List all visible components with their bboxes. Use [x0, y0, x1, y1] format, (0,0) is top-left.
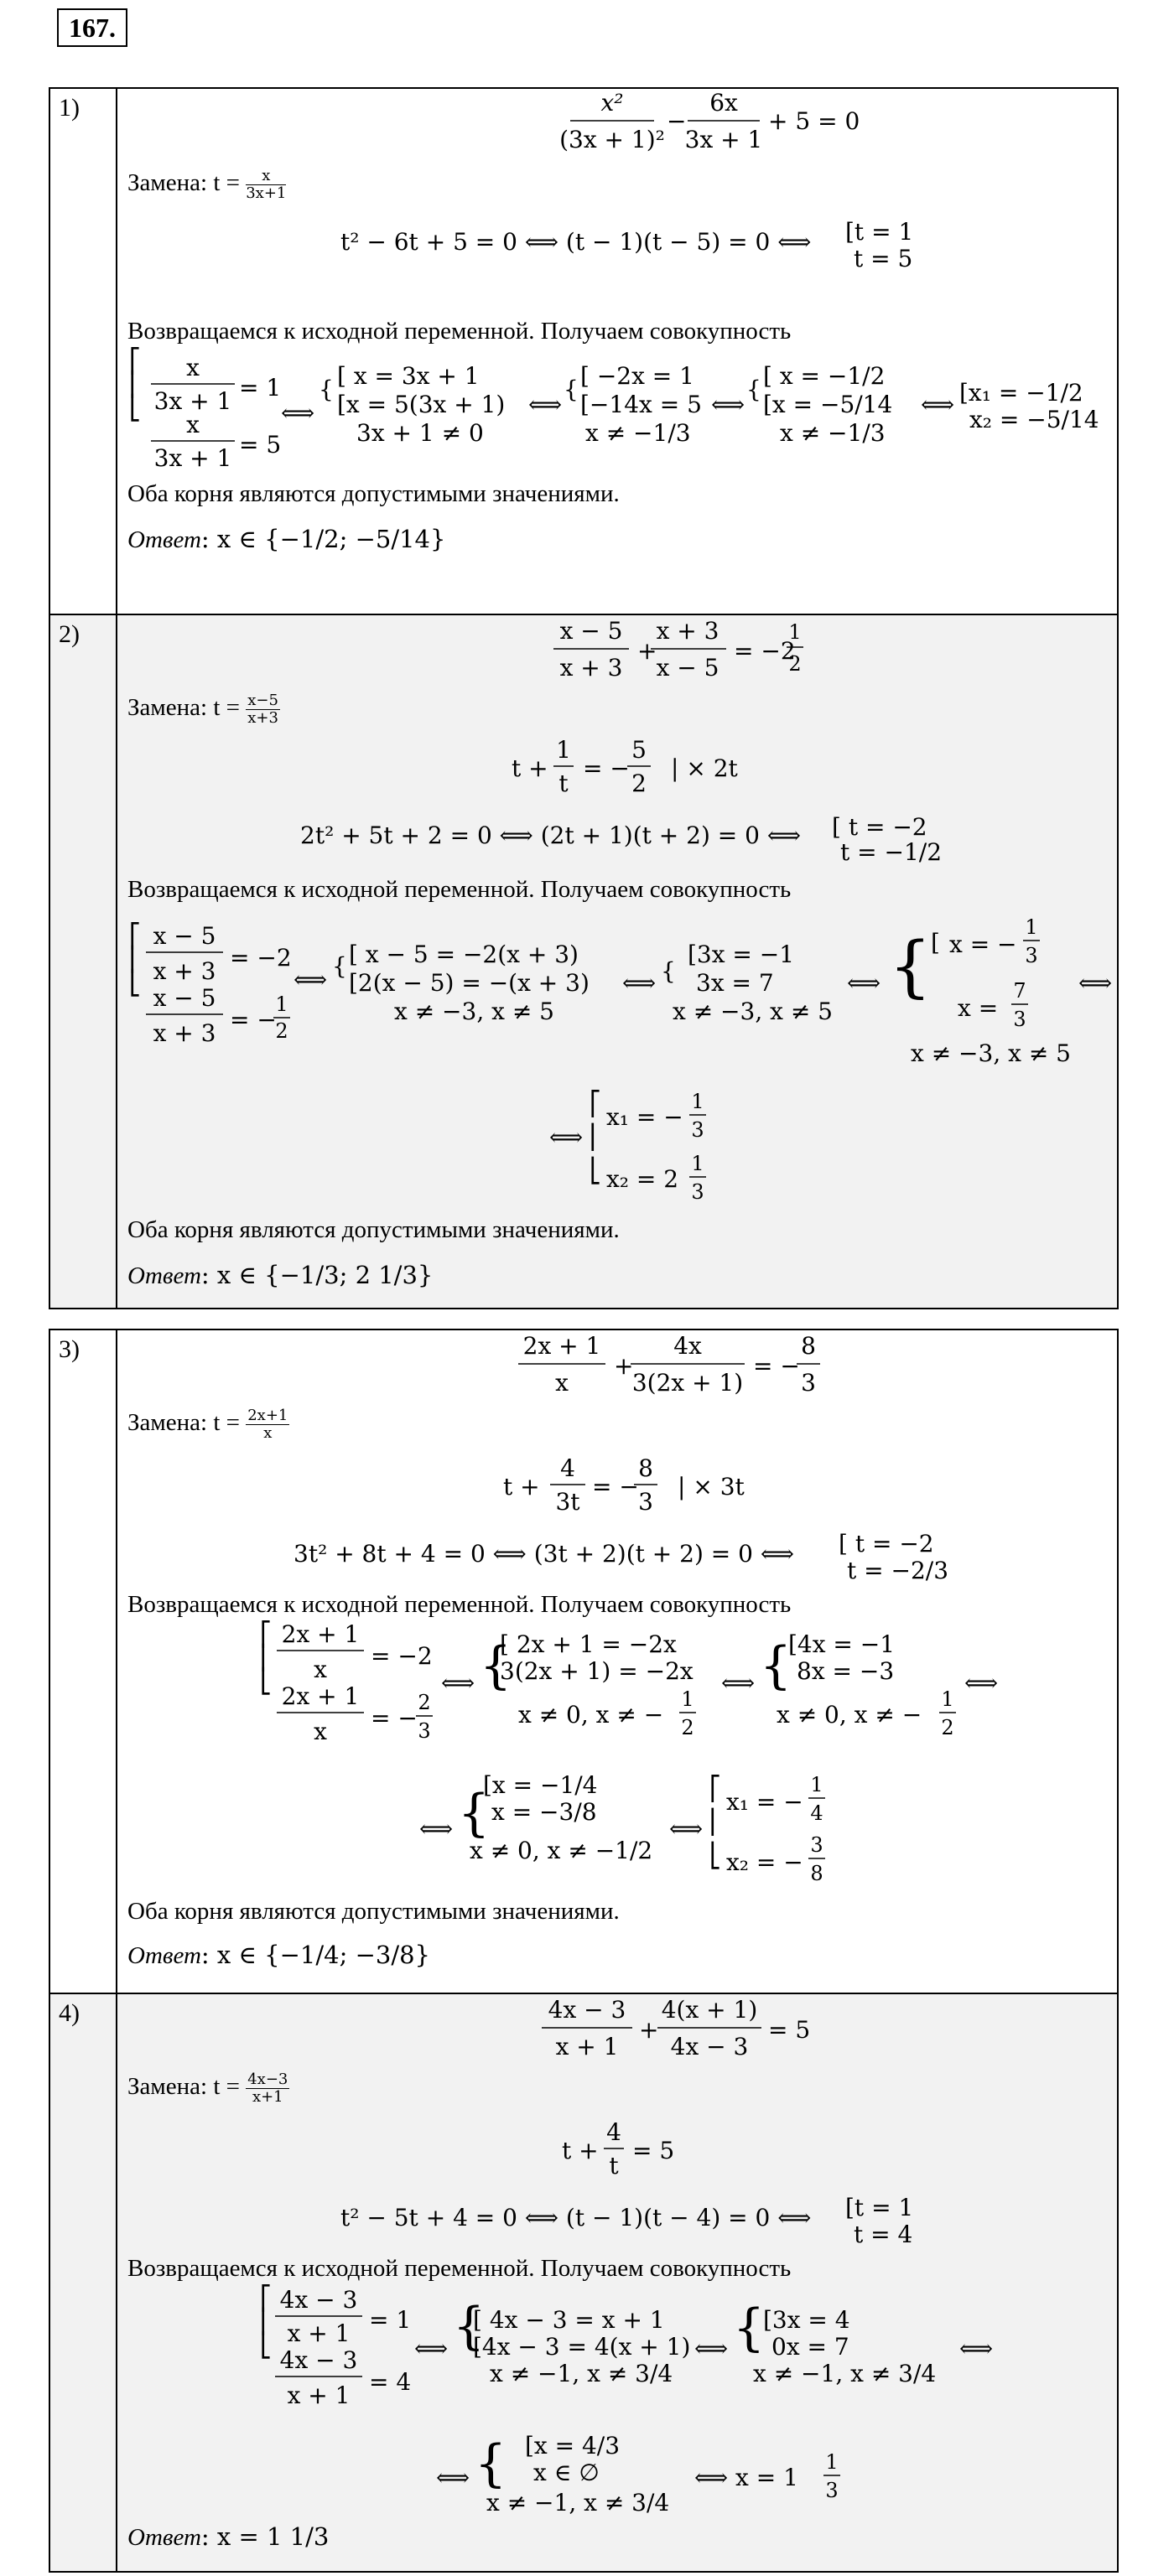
part-label: 4)	[49, 1993, 117, 2572]
svg-text:2: 2	[418, 1691, 431, 1714]
svg-text:{: {	[332, 952, 347, 980]
svg-text:x + 3: x + 3	[153, 957, 216, 985]
solution-table-1	[49, 87, 1119, 1309]
svg-text:8: 8	[801, 1332, 816, 1360]
svg-text:x + 3: x + 3	[559, 654, 623, 682]
svg-text:2x + 1: 2x + 1	[281, 1682, 360, 1710]
svg-text:x: x	[186, 354, 200, 381]
svg-text:{: {	[480, 1636, 512, 1695]
validity-note: Оба корня являются допустимыми значениями.	[127, 1216, 620, 1243]
svg-text:= 4: = 4	[369, 2368, 412, 2396]
svg-text:3: 3	[418, 1719, 431, 1743]
svg-text:{: {	[889, 927, 932, 1005]
svg-text:x₂ = 2: x₂ = 2	[606, 1165, 679, 1193]
svg-text:x = −3/8: x = −3/8	[491, 1798, 597, 1826]
svg-text:t = −1/2: t = −1/2	[840, 838, 943, 866]
svg-text:⎣: ⎣	[129, 969, 141, 997]
substitution-label: Замена: t =	[127, 694, 240, 722]
svg-text:x₁ = −: x₁ = −	[726, 1788, 803, 1816]
answer-line	[127, 525, 445, 554]
svg-text:1: 1	[691, 1090, 704, 1113]
svg-text:4(x + 1): 4(x + 1)	[661, 1996, 758, 2024]
svg-text:⎢: ⎢	[590, 1123, 601, 1151]
svg-text:⎡: ⎡	[709, 1775, 721, 1802]
svg-text:⎢: ⎢	[129, 371, 141, 398]
svg-text:[ x = 3x + 1: [ x = 3x + 1	[337, 362, 480, 390]
svg-text:[t = 1: [t = 1	[845, 218, 914, 246]
svg-text:8x = −3: 8x = −3	[797, 1657, 895, 1685]
svg-text:t: t	[558, 770, 569, 797]
svg-text:(3x + 1)²: (3x + 1)²	[559, 126, 665, 153]
svg-text:⎣: ⎣	[709, 1842, 721, 1869]
substitution-numerator: x	[246, 168, 286, 185]
svg-text:= 1: = 1	[239, 374, 282, 402]
svg-text:= −: = −	[753, 1352, 800, 1380]
svg-text:2: 2	[788, 652, 802, 676]
svg-text:[x₁ = −1/2: [x₁ = −1/2	[959, 379, 1083, 407]
svg-text:2: 2	[681, 1716, 694, 1739]
svg-text:⟺: ⟺	[281, 399, 315, 427]
svg-text:3t: 3t	[555, 1488, 580, 1516]
answer-label: Ответ	[127, 526, 201, 553]
svg-text:⟺: ⟺	[964, 1669, 999, 1697]
answer-label: Ответ	[127, 1262, 201, 1289]
answer-line	[127, 1261, 433, 1290]
substitution-label: Замена: t =	[127, 2073, 240, 2101]
svg-text:3: 3	[691, 1118, 704, 1142]
svg-text:1: 1	[556, 736, 571, 764]
substitution-denominator: x+1	[252, 2088, 283, 2106]
svg-text:= −2: = −2	[230, 944, 292, 972]
svg-text:x ≠ −1, x ≠ 3/4: x ≠ −1, x ≠ 3/4	[490, 2360, 673, 2387]
part-label: 2)	[49, 614, 117, 1309]
part-1-content	[117, 88, 1118, 614]
svg-text:x ≠ 0, x ≠ −: x ≠ 0, x ≠ −	[518, 1701, 664, 1729]
svg-text:[ x = −1/2: [ x = −1/2	[763, 362, 886, 390]
svg-text:x − 5: x − 5	[656, 654, 719, 682]
svg-text:t = −2/3: t = −2/3	[847, 1557, 949, 1584]
svg-text:x: x	[314, 1656, 327, 1683]
svg-text:x ≠ −1, x ≠ 3/4: x ≠ −1, x ≠ 3/4	[486, 2489, 670, 2516]
substitution-denominator: 3x+1	[246, 184, 287, 202]
svg-text:4: 4	[606, 2118, 621, 2146]
validity-note: Оба корня являются допустимыми значениями.	[127, 480, 620, 507]
svg-text:{: {	[453, 2297, 486, 2356]
svg-text:[: [	[931, 929, 940, 956]
substitution-line	[127, 1407, 289, 1442]
svg-text:= 5: = 5	[768, 2016, 811, 2044]
svg-text:= 1: = 1	[369, 2306, 412, 2334]
svg-text:2: 2	[275, 1019, 288, 1043]
svg-text:x + 1: x + 1	[555, 2033, 619, 2060]
svg-text:4x − 3: 4x − 3	[279, 2346, 358, 2374]
svg-text:3: 3	[1013, 1008, 1026, 1031]
svg-text:t: t	[609, 2152, 619, 2179]
svg-text:3x + 1 ≠ 0: 3x + 1 ≠ 0	[356, 419, 484, 447]
svg-text:[3x = −1: [3x = −1	[688, 941, 795, 968]
part-label: 1)	[49, 88, 117, 614]
answer-value: : x ∈ {−1/4; −3/8}	[200, 1941, 430, 1969]
svg-text:x = −: x = −	[949, 930, 1017, 958]
svg-text:+: +	[639, 2016, 659, 2044]
svg-text:1: 1	[691, 1152, 704, 1175]
substitution-numerator: 4x−3	[247, 2071, 288, 2088]
svg-text:0x = 7: 0x = 7	[771, 2333, 849, 2361]
svg-text:⟺: ⟺	[721, 1669, 756, 1697]
svg-text:⟺: ⟺	[711, 391, 745, 418]
svg-text:= 5: = 5	[239, 431, 282, 459]
svg-text:4x − 3: 4x − 3	[279, 2286, 358, 2314]
part-label: 3)	[49, 1329, 117, 1993]
return-text: Возвращаемся к исходной переменной. Получаем совокупность	[127, 1591, 792, 1618]
svg-text:1: 1	[1025, 915, 1038, 939]
return-text: Возвращаемся к исходной переменной. Получаем совокупность	[127, 2255, 792, 2282]
svg-text:⎢: ⎢	[129, 946, 141, 973]
substitution-label: Замена: t =	[127, 1409, 240, 1437]
svg-text:8: 8	[638, 1454, 653, 1482]
svg-text:[ t = −2: [ t = −2	[832, 813, 927, 841]
svg-text:x + 1: x + 1	[287, 2382, 351, 2409]
svg-text:⟺: ⟺	[414, 2335, 449, 2362]
svg-text:| × 2t: | × 2t	[671, 754, 738, 782]
svg-text:1: 1	[275, 993, 288, 1016]
answer-value: : x ∈ {−1/3; 2 1/3}	[200, 1261, 434, 1289]
svg-text:3x + 1: 3x + 1	[153, 387, 232, 415]
svg-text:= −: = −	[230, 1006, 277, 1034]
svg-text:t² − 5t + 4 = 0 ⟺ (t − 1)(t −: t² − 5t + 4 = 0 ⟺ (t − 1)(t − 4) = 0 ⟺	[340, 2204, 812, 2231]
svg-text:{: {	[760, 1636, 792, 1695]
svg-text:4: 4	[560, 1454, 575, 1482]
svg-text:{: {	[475, 2434, 507, 2493]
svg-text:⎡: ⎡	[590, 1090, 601, 1117]
substitution-line	[127, 2071, 289, 2106]
svg-text:x =: x =	[958, 994, 999, 1022]
solution-table-2	[49, 1329, 1119, 2573]
svg-text:⎣: ⎣	[260, 2331, 272, 2359]
svg-text:+: +	[614, 1352, 634, 1380]
substitution-line	[127, 692, 280, 727]
svg-text:1: 1	[941, 1687, 954, 1711]
svg-text:⎡: ⎡	[129, 347, 141, 375]
svg-text:⟺: ⟺	[694, 2335, 729, 2362]
svg-text:x₂ = −5/14: x₂ = −5/14	[969, 406, 1099, 433]
svg-text:= −: = −	[371, 1704, 418, 1732]
svg-text:1: 1	[810, 1773, 823, 1796]
svg-text:x − 5: x − 5	[559, 617, 623, 645]
svg-text:[x = −5/14: [x = −5/14	[763, 391, 893, 418]
svg-text:+ 5 = 0: + 5 = 0	[768, 107, 860, 135]
part-2-content	[117, 614, 1118, 1309]
svg-text:= −: = −	[592, 1473, 639, 1501]
answer-value: : x = 1 1/3	[200, 2522, 330, 2551]
svg-text:x: x	[314, 1718, 327, 1745]
svg-text:7: 7	[1013, 979, 1026, 1003]
svg-text:4: 4	[810, 1801, 823, 1825]
svg-text:= 5: = 5	[632, 2137, 675, 2164]
svg-text:3: 3	[638, 1488, 653, 1516]
svg-text:⟺: ⟺	[441, 1669, 475, 1697]
svg-text:+: +	[637, 637, 657, 665]
svg-text:⟺: ⟺	[419, 1815, 454, 1843]
svg-text:⟺: ⟺	[549, 1123, 584, 1151]
svg-text:x₁ = −: x₁ = −	[606, 1103, 683, 1131]
svg-text:= −2: = −2	[371, 1642, 433, 1670]
svg-text:x: x	[186, 411, 200, 438]
svg-text:3: 3	[801, 1369, 816, 1397]
svg-text:3(2x + 1): 3(2x + 1)	[631, 1369, 744, 1397]
svg-text:4x: 4x	[673, 1332, 702, 1360]
substitution-denominator: x+3	[247, 709, 278, 727]
svg-text:3x = 7: 3x = 7	[696, 969, 774, 997]
validity-note: Оба корня являются допустимыми значениями.	[127, 1898, 620, 1925]
svg-text:x − 5: x − 5	[153, 984, 216, 1012]
svg-text:[x = 5(3x + 1): [x = 5(3x + 1)	[337, 391, 506, 418]
svg-text:= −: = −	[583, 754, 630, 782]
svg-text:2: 2	[631, 770, 647, 797]
substitution-line	[127, 168, 286, 202]
svg-text:⎢: ⎢	[260, 1644, 272, 1672]
svg-text:[x = 4/3: [x = 4/3	[525, 2432, 621, 2459]
substitution-numerator: 2x+1	[247, 1407, 288, 1424]
svg-text:t² − 6t + 5 = 0 ⟺ (t − 1)(t −: t² − 6t + 5 = 0 ⟺ (t − 1)(t − 5) = 0 ⟺	[340, 228, 812, 256]
svg-text:x ≠ −1, x ≠ 3/4: x ≠ −1, x ≠ 3/4	[753, 2360, 937, 2387]
svg-text:x²: x²	[600, 89, 624, 117]
svg-text:3x + 1: 3x + 1	[684, 126, 763, 153]
svg-text:⎢: ⎢	[709, 1808, 721, 1836]
svg-text:8: 8	[810, 1862, 823, 1885]
svg-text:⟺: ⟺	[294, 966, 328, 993]
svg-text:3: 3	[810, 1833, 823, 1857]
answer-line	[127, 1941, 430, 1970]
part-4-content	[117, 1993, 1118, 2572]
svg-text:−: −	[667, 107, 687, 135]
svg-text:2t² + 5t + 2 = 0 ⟺ (2t + 1)(t: 2t² + 5t + 2 = 0 ⟺ (2t + 1)(t + 2) = 0 ⟺	[300, 822, 801, 849]
svg-text:x − 5: x − 5	[153, 922, 216, 950]
svg-text:[ 2x + 1 = −2x: [ 2x + 1 = −2x	[500, 1630, 677, 1658]
svg-text:[x = −1/4: [x = −1/4	[483, 1771, 598, 1799]
svg-text:x₂ = −: x₂ = −	[726, 1848, 803, 1876]
svg-text:t +: t +	[512, 754, 548, 782]
svg-text:1: 1	[825, 2450, 839, 2474]
svg-text:t +: t +	[503, 1473, 540, 1501]
svg-text:⎡: ⎡	[260, 1620, 272, 1648]
svg-text:⟺: ⟺	[622, 969, 657, 997]
svg-text:3: 3	[1025, 944, 1038, 967]
svg-text:⟺: ⟺	[847, 969, 881, 997]
svg-text:[2(x − 5) = −(x + 3): [2(x − 5) = −(x + 3)	[349, 969, 590, 997]
svg-text:[4x − 3 = 4(x + 1): [4x − 3 = 4(x + 1)	[473, 2333, 691, 2361]
substitution-numerator: x−5	[247, 692, 278, 709]
svg-text:2x + 1: 2x + 1	[281, 1620, 360, 1648]
svg-text:x ≠ 0, x ≠ −1/2: x ≠ 0, x ≠ −1/2	[470, 1837, 653, 1864]
svg-text:x + 3: x + 3	[153, 1019, 216, 1047]
svg-text:x ≠ −3, x ≠ 5: x ≠ −3, x ≠ 5	[911, 1039, 1071, 1067]
svg-text:[ −2x = 1: [ −2x = 1	[580, 362, 694, 390]
answer-label: Ответ	[127, 2524, 201, 2551]
svg-text:t = 5: t = 5	[854, 245, 913, 272]
svg-text:= −2: = −2	[734, 637, 796, 665]
svg-text:[3x = 4: [3x = 4	[763, 2306, 850, 2334]
svg-text:4x − 3: 4x − 3	[548, 1996, 626, 2024]
svg-text:2x + 1: 2x + 1	[522, 1332, 601, 1360]
svg-text:⎣: ⎣	[590, 1157, 601, 1184]
svg-text:{: {	[458, 1784, 491, 1843]
svg-text:⟺: ⟺	[921, 391, 955, 418]
answer-label: Ответ	[127, 1942, 201, 1969]
svg-text:[ 4x − 3 = x + 1: [ 4x − 3 = x + 1	[473, 2306, 665, 2334]
svg-text:{: {	[661, 957, 676, 985]
part-3-content	[117, 1329, 1118, 1993]
svg-text:⎡: ⎡	[260, 2284, 272, 2312]
svg-text:t +: t +	[562, 2137, 599, 2164]
substitution-denominator: x	[263, 1424, 273, 1442]
svg-text:{: {	[319, 376, 334, 403]
svg-text:⟺: ⟺	[669, 1815, 704, 1843]
return-text: Возвращаемся к исходной переменной. Получаем совокупность	[127, 318, 792, 345]
svg-text:⟺: ⟺	[436, 2464, 470, 2491]
svg-text:{: {	[746, 376, 761, 403]
problem-number: 167.	[57, 8, 127, 47]
svg-text:{: {	[564, 376, 579, 403]
svg-text:x ≠ −3, x ≠ 5: x ≠ −3, x ≠ 5	[394, 998, 554, 1025]
svg-text:[−14x = 5: [−14x = 5	[580, 391, 702, 418]
svg-text:5: 5	[631, 736, 647, 764]
svg-text:t = 4: t = 4	[854, 2221, 913, 2248]
svg-text:6x: 6x	[709, 89, 738, 117]
svg-text:⟺: ⟺	[528, 391, 563, 418]
answer-value: : x ∈ {−1/2; −5/14}	[200, 525, 446, 553]
svg-text:3: 3	[825, 2479, 839, 2502]
svg-text:⎣: ⎣	[129, 394, 141, 422]
svg-text:3t² + 8t + 4 = 0 ⟺ (3t + 2)(t: 3t² + 8t + 4 = 0 ⟺ (3t + 2)(t + 2) = 0 ⟺	[294, 1540, 794, 1568]
svg-text:⎡: ⎡	[129, 922, 141, 950]
svg-text:x ≠ 0, x ≠ −: x ≠ 0, x ≠ −	[777, 1701, 922, 1729]
svg-text:1: 1	[788, 620, 802, 644]
svg-text:3x + 1: 3x + 1	[153, 444, 232, 472]
svg-text:1: 1	[681, 1687, 694, 1711]
svg-text:4x − 3: 4x − 3	[670, 2033, 749, 2060]
svg-text:x ≠ −3, x ≠ 5: x ≠ −3, x ≠ 5	[673, 998, 833, 1025]
svg-text:⟺: ⟺	[959, 2335, 994, 2362]
svg-text:[t = 1: [t = 1	[845, 2194, 914, 2221]
svg-text:⎣: ⎣	[260, 1667, 272, 1695]
svg-text:x ≠ −1/3: x ≠ −1/3	[780, 419, 886, 447]
return-text: Возвращаемся к исходной переменной. Получаем совокупность	[127, 876, 792, 903]
svg-text:⎢: ⎢	[260, 2308, 272, 2335]
svg-text:x ≠ −1/3: x ≠ −1/3	[585, 419, 691, 447]
svg-text:x ∈ ∅: x ∈ ∅	[533, 2459, 600, 2486]
svg-text:3: 3	[691, 1180, 704, 1204]
svg-text:x + 3: x + 3	[656, 617, 719, 645]
answer-line	[127, 2522, 329, 2552]
svg-text:[ t = −2: [ t = −2	[839, 1530, 934, 1558]
svg-text:⟺ x = 1: ⟺ x = 1	[694, 2464, 798, 2491]
svg-text:2: 2	[941, 1716, 954, 1739]
svg-text:{: {	[733, 2299, 766, 2357]
svg-text:x + 1: x + 1	[287, 2319, 351, 2347]
svg-text:⟺: ⟺	[1078, 969, 1113, 997]
svg-text:[4x = −1: [4x = −1	[788, 1630, 896, 1658]
svg-text:x: x	[555, 1369, 569, 1397]
svg-text:[ x − 5 = −2(x + 3): [ x − 5 = −2(x + 3)	[349, 941, 579, 968]
svg-text:3(2x + 1) = −2x: 3(2x + 1) = −2x	[500, 1657, 693, 1685]
svg-text:| × 3t: | × 3t	[678, 1473, 745, 1501]
substitution-label: Замена: t =	[127, 169, 240, 197]
